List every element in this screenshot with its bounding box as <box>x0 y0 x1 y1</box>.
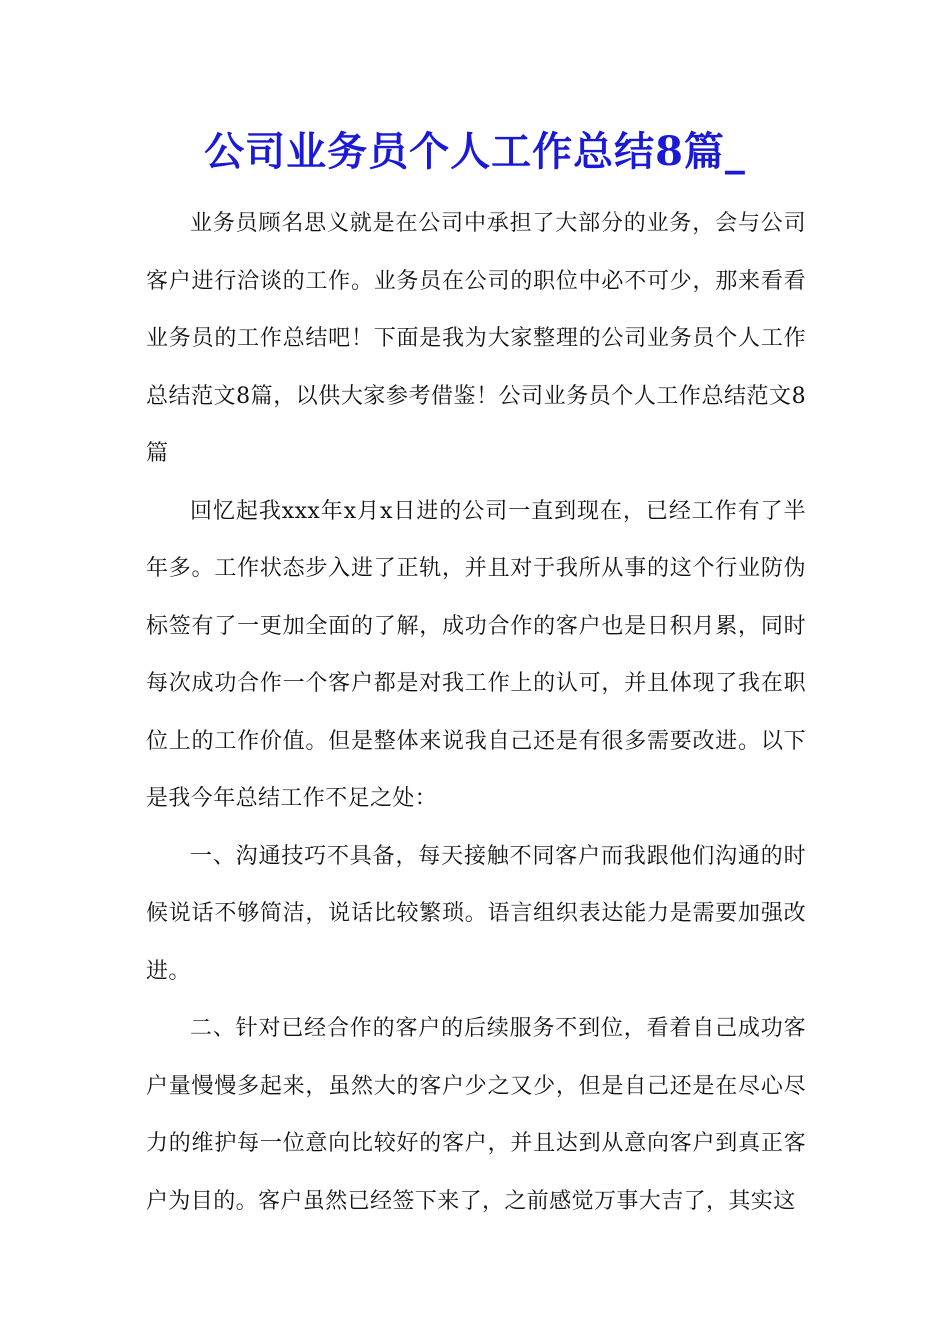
paragraph-point-two: 二、针对已经合作的客户的后续服务不到位，看着自己成功客户量慢慢多起来，虽然大的客户少之又少，但是自己还是在尽心尽力的维护每一位意向比较好的客户，并且达到从意向客户到真正客户为目的。客户虽然已经签下来了，之前感觉万事大吉了，其实这 <box>146 1016 806 1214</box>
document-title: 公司业务员个人工作总结8篇_ <box>204 128 746 175</box>
paragraph-review: 回忆起我xxx年x月x日进的公司一直到现在，已经工作有了半年多。工作状态步入进了正轨，并且对于我所从事的这个行业防伪标签有了一更加全面的了解，成功合作的客户也是日积月累，同时每次成功合作一个客户都是对我工作上的认可，并且体现了我在职位上的工作价值。但是整体来说我自己还是有很多需要改进。以下是我今年总结工作不足之处： <box>146 498 806 811</box>
paragraph-intro: 业务员顾名思义就是在公司中承担了大部分的业务，会与公司客户进行洽谈的工作。业务员在公司的职位中必不可少，那来看看业务员的工作总结吧！下面是我为大家整理的公司业务员个人工作总结范文8篇，以供大家参考借鉴！公司业务员个人工作总结范文8篇 <box>146 211 806 466</box>
paragraph-point-one: 一、沟通技巧不具备，每天接触不同客户而我跟他们沟通的时候说话不够简洁，说话比较繁琐。语言组织表达能力是需要加强改进。 <box>146 843 806 984</box>
document-body <box>146 195 806 1230</box>
